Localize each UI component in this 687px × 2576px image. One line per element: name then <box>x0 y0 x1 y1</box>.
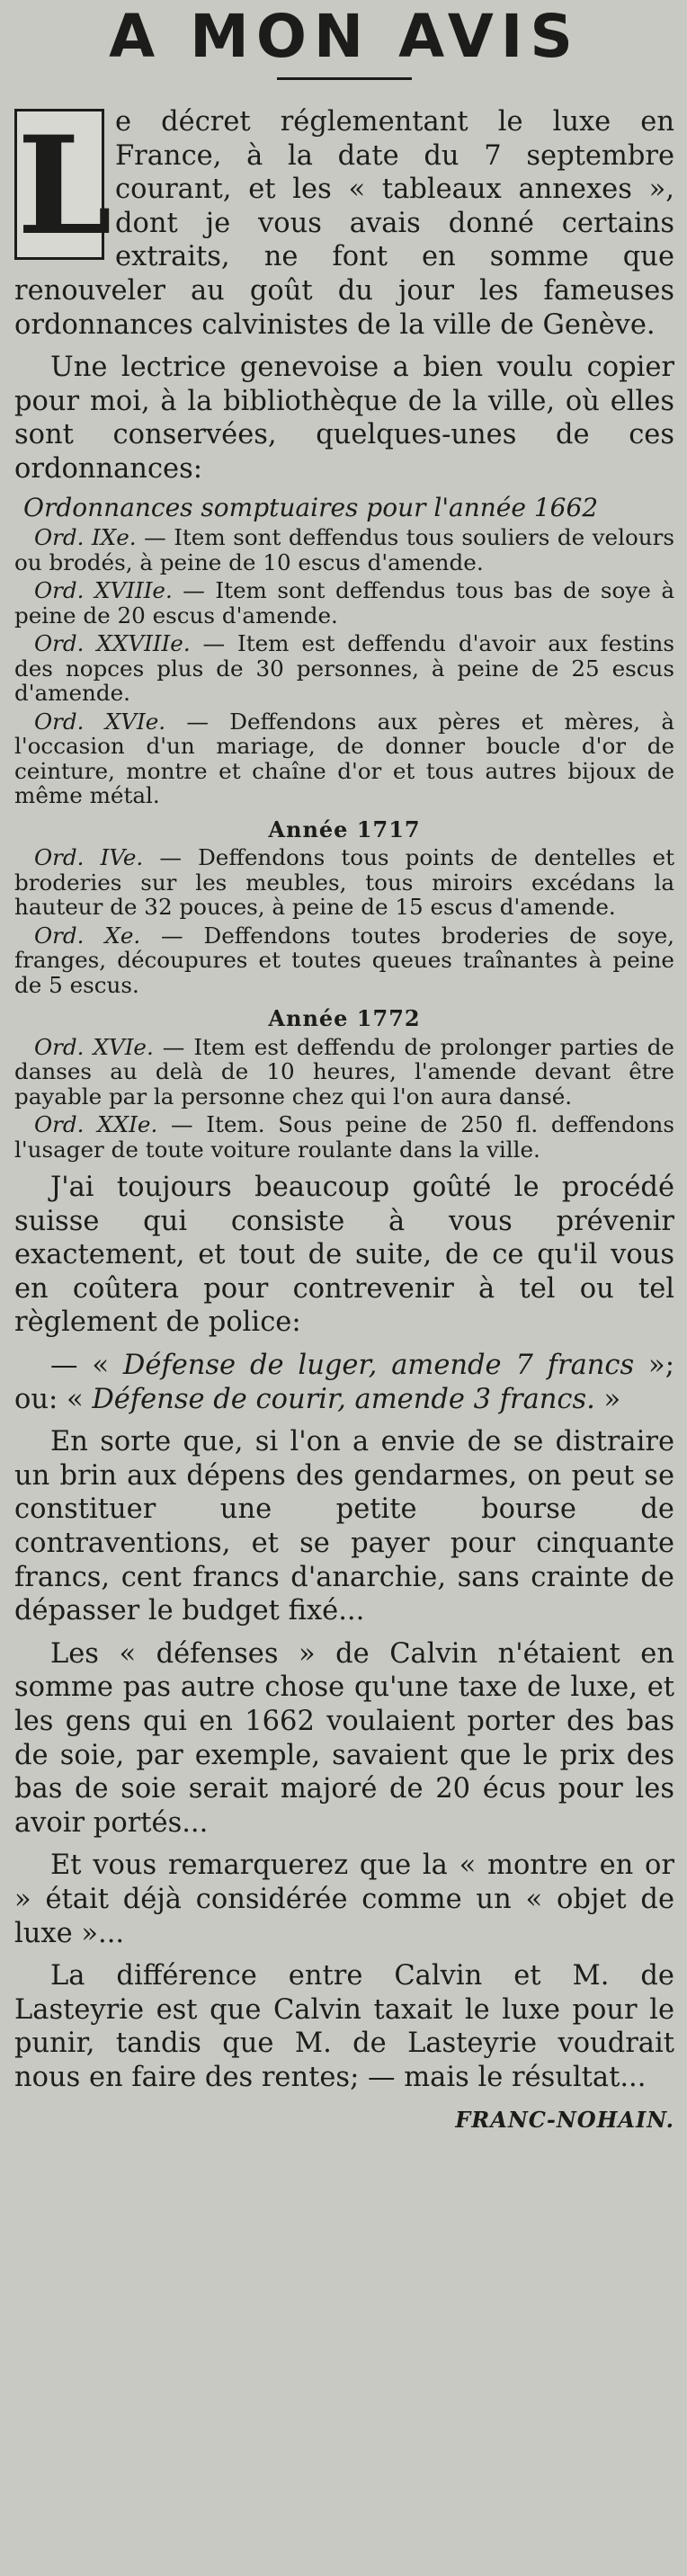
quote-middle: »; ou: « <box>14 1350 674 1415</box>
ordonnance-ref: Ord. IXe. <box>34 524 137 551</box>
paragraph-bourse: En sorte que, si l'on a envie de se distraire un brin aux dépens des gendarmes, on peut se constituer une petite bourse de contraventions, et se payer pour cinquante francs, cent francs d'anarchie, sans crainte de dépasser le budget fixé... <box>14 1426 674 1627</box>
intro-text: e décret réglementant le luxe en France, à la date du 7 septembre courant, et les « tableaux annexes », dont je vous avais donné certains extraits, ne font en somme que renouveler au goût du jour les fameuses ordonnances calvinistes de la ville de Genève. <box>14 106 674 341</box>
year-heading-1717: Année 1717 <box>268 816 421 842</box>
ordonnance-item <box>14 525 674 575</box>
ordonnance-ref: Ord. XVIe. <box>34 708 166 735</box>
quote-luger: Défense de luger, amende 7 francs <box>122 1350 635 1381</box>
quote-courir: Défense de courir, amende 3 francs. <box>92 1383 595 1415</box>
quote-close: » <box>594 1383 621 1415</box>
paragraph-procede-suisse: J'ai toujours beaucoup goûté le procédé suisse qui consiste à vous prévenir exactement, et tout de suite, de ce qu'il vous en coûtera pour contrevenir à tel ou tel règlement de police: <box>14 1172 674 1339</box>
paragraph-montre: Et vous remarquerez que la « montre en or » était déjà considérée comme un « objet de luxe »... <box>14 1850 674 1949</box>
ordonnance-text: — Item. Sous peine de 250 fl. deffendons l'usager de toute voiture roulante dans la ville. <box>14 1111 675 1163</box>
ordonnance-text: — Item sont deffendus tous bas de soye à peine de 20 escus d'amende. <box>14 577 674 628</box>
ordonnance-ref: Ord. XVIIIe. <box>34 577 173 604</box>
author-signature: FRANC-NOHAIN. <box>455 2107 674 2134</box>
intro-paragraph <box>14 105 674 342</box>
ordonnance-text: — Deffendons aux pères et mères, à l'occasion d'un mariage, de donner boucle d'or de ceinture, montre et chaîne d'or et tous autres bijoux de même métal. <box>14 708 675 809</box>
drop-cap-letter: L <box>17 107 112 265</box>
paragraph-taxe-luxe: Les « défenses » de Calvin n'étaient en somme pas autre chose qu'une taxe de luxe, et les gens qui en 1662 voulaient porter des bas de soie, par exemple, savaient que le prix des bas de soie serait majoré de 20 écus pour les avoir portés... <box>14 1637 674 1839</box>
ordonnance-item <box>14 923 674 998</box>
ordonnance-item <box>14 1035 674 1110</box>
ordonnance-item <box>14 1112 674 1162</box>
ordonnance-ref: Ord. XVIe. <box>34 1033 154 1060</box>
paragraph-defenses-examples <box>14 1349 674 1416</box>
article-title: A MON AVIS <box>109 2 580 71</box>
paragraph-lectrice: Une lectrice genevoise a bien voulu copier pour moi, à la bibliothèque de la ville, où elles sont conservées, quelques-unes de ces ordonnances: <box>14 352 674 485</box>
ordonnance-text: — Item est deffendu d'avoir aux festins des nopces plus de 30 personnes, à peine de 25 escus d'amende. <box>14 630 674 707</box>
year-heading-1772: Année 1772 <box>268 1005 421 1032</box>
article-body-continued <box>14 1171 674 2137</box>
ordonnances-heading: Ordonnances somptuaires pour l'année 1662 <box>23 492 599 522</box>
ordonnance-ref: Ord. XXIe. <box>34 1111 158 1138</box>
article-body <box>14 105 674 486</box>
drop-cap-ornament <box>14 107 112 265</box>
title-rule <box>277 77 412 80</box>
paragraph-difference: La différence entre Calvin et M. de Lasteyrie est que Calvin taxait le luxe pour le punir, tandis que M. de Lasteyrie voudrait nous en faire des rentes; — mais le résultat... <box>14 1960 674 2093</box>
ordonnance-item <box>14 845 674 920</box>
ordonnance-ref: Ord. Xe. <box>34 922 141 949</box>
ordonnance-ref: Ord. XXVIIIe. <box>34 630 191 657</box>
ordonnance-text: — Item est deffendu de prolonger parties de danses au delà de 10 heures, l'amende devant être payable par la personne chez qui l'on aura dansé. <box>14 1033 674 1110</box>
ordonnance-ref: Ord. IVe. <box>34 844 144 871</box>
ordonnances-block <box>14 492 675 1163</box>
ordonnance-item <box>14 578 674 628</box>
ordonnance-item <box>14 709 674 808</box>
quote-open-1: — « <box>50 1350 123 1381</box>
ordonnance-text: — Deffendons toutes broderies de soye, franges, découpures et toutes queues traînantes à peine de 5 escus. <box>14 922 674 998</box>
ordonnance-text: — Item sont deffendus tous souliers de velours ou brodés, à peine de 10 escus d'amende. <box>14 524 674 575</box>
ordonnance-item <box>14 631 674 706</box>
ordonnance-text: — Deffendons tous points de dentelles et broderies sur les meubles, tous miroirs excédans la hauteur de 32 pouces, à peine de 15 escus d'amende. <box>14 844 674 921</box>
